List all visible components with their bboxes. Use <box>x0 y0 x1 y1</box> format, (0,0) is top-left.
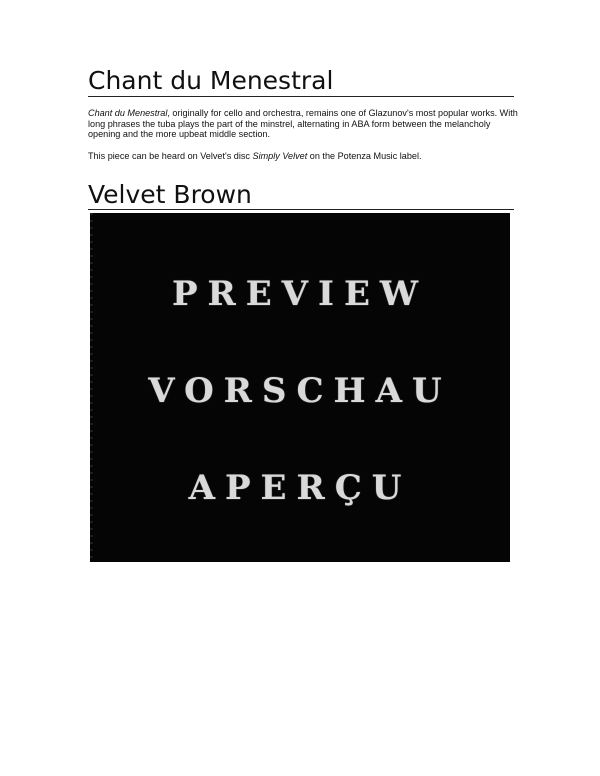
description-paragraph <box>88 108 518 140</box>
description-text: , originally for cello and orchestra, remains one of Glazunov's most popular works. With long phrases the tuba plays the part of the minstrel, alternating in ABA form between the melancholy opening and the more upbeat middle section. <box>88 108 518 140</box>
preview-watermark-image <box>90 213 510 562</box>
recording-note-text-start: This piece can be heard on Velvet's disc <box>88 151 253 161</box>
recording-note-text-end: on the Potenza Music label. <box>307 151 422 161</box>
watermark-vorschau: VORSCHAU <box>148 371 452 411</box>
piece-title-italic: Chant du Menestral <box>88 108 168 118</box>
watermark-preview: PREVIEW <box>171 274 429 314</box>
watermark-apercu: APERÇU <box>188 468 412 508</box>
section-heading-velvet-brown: Velvet Brown <box>88 181 514 210</box>
disc-title-italic: Simply Velvet <box>252 151 308 161</box>
section-heading-chant-du-menestral: Chant du Menestral <box>88 67 514 97</box>
recording-note-paragraph <box>88 151 518 162</box>
